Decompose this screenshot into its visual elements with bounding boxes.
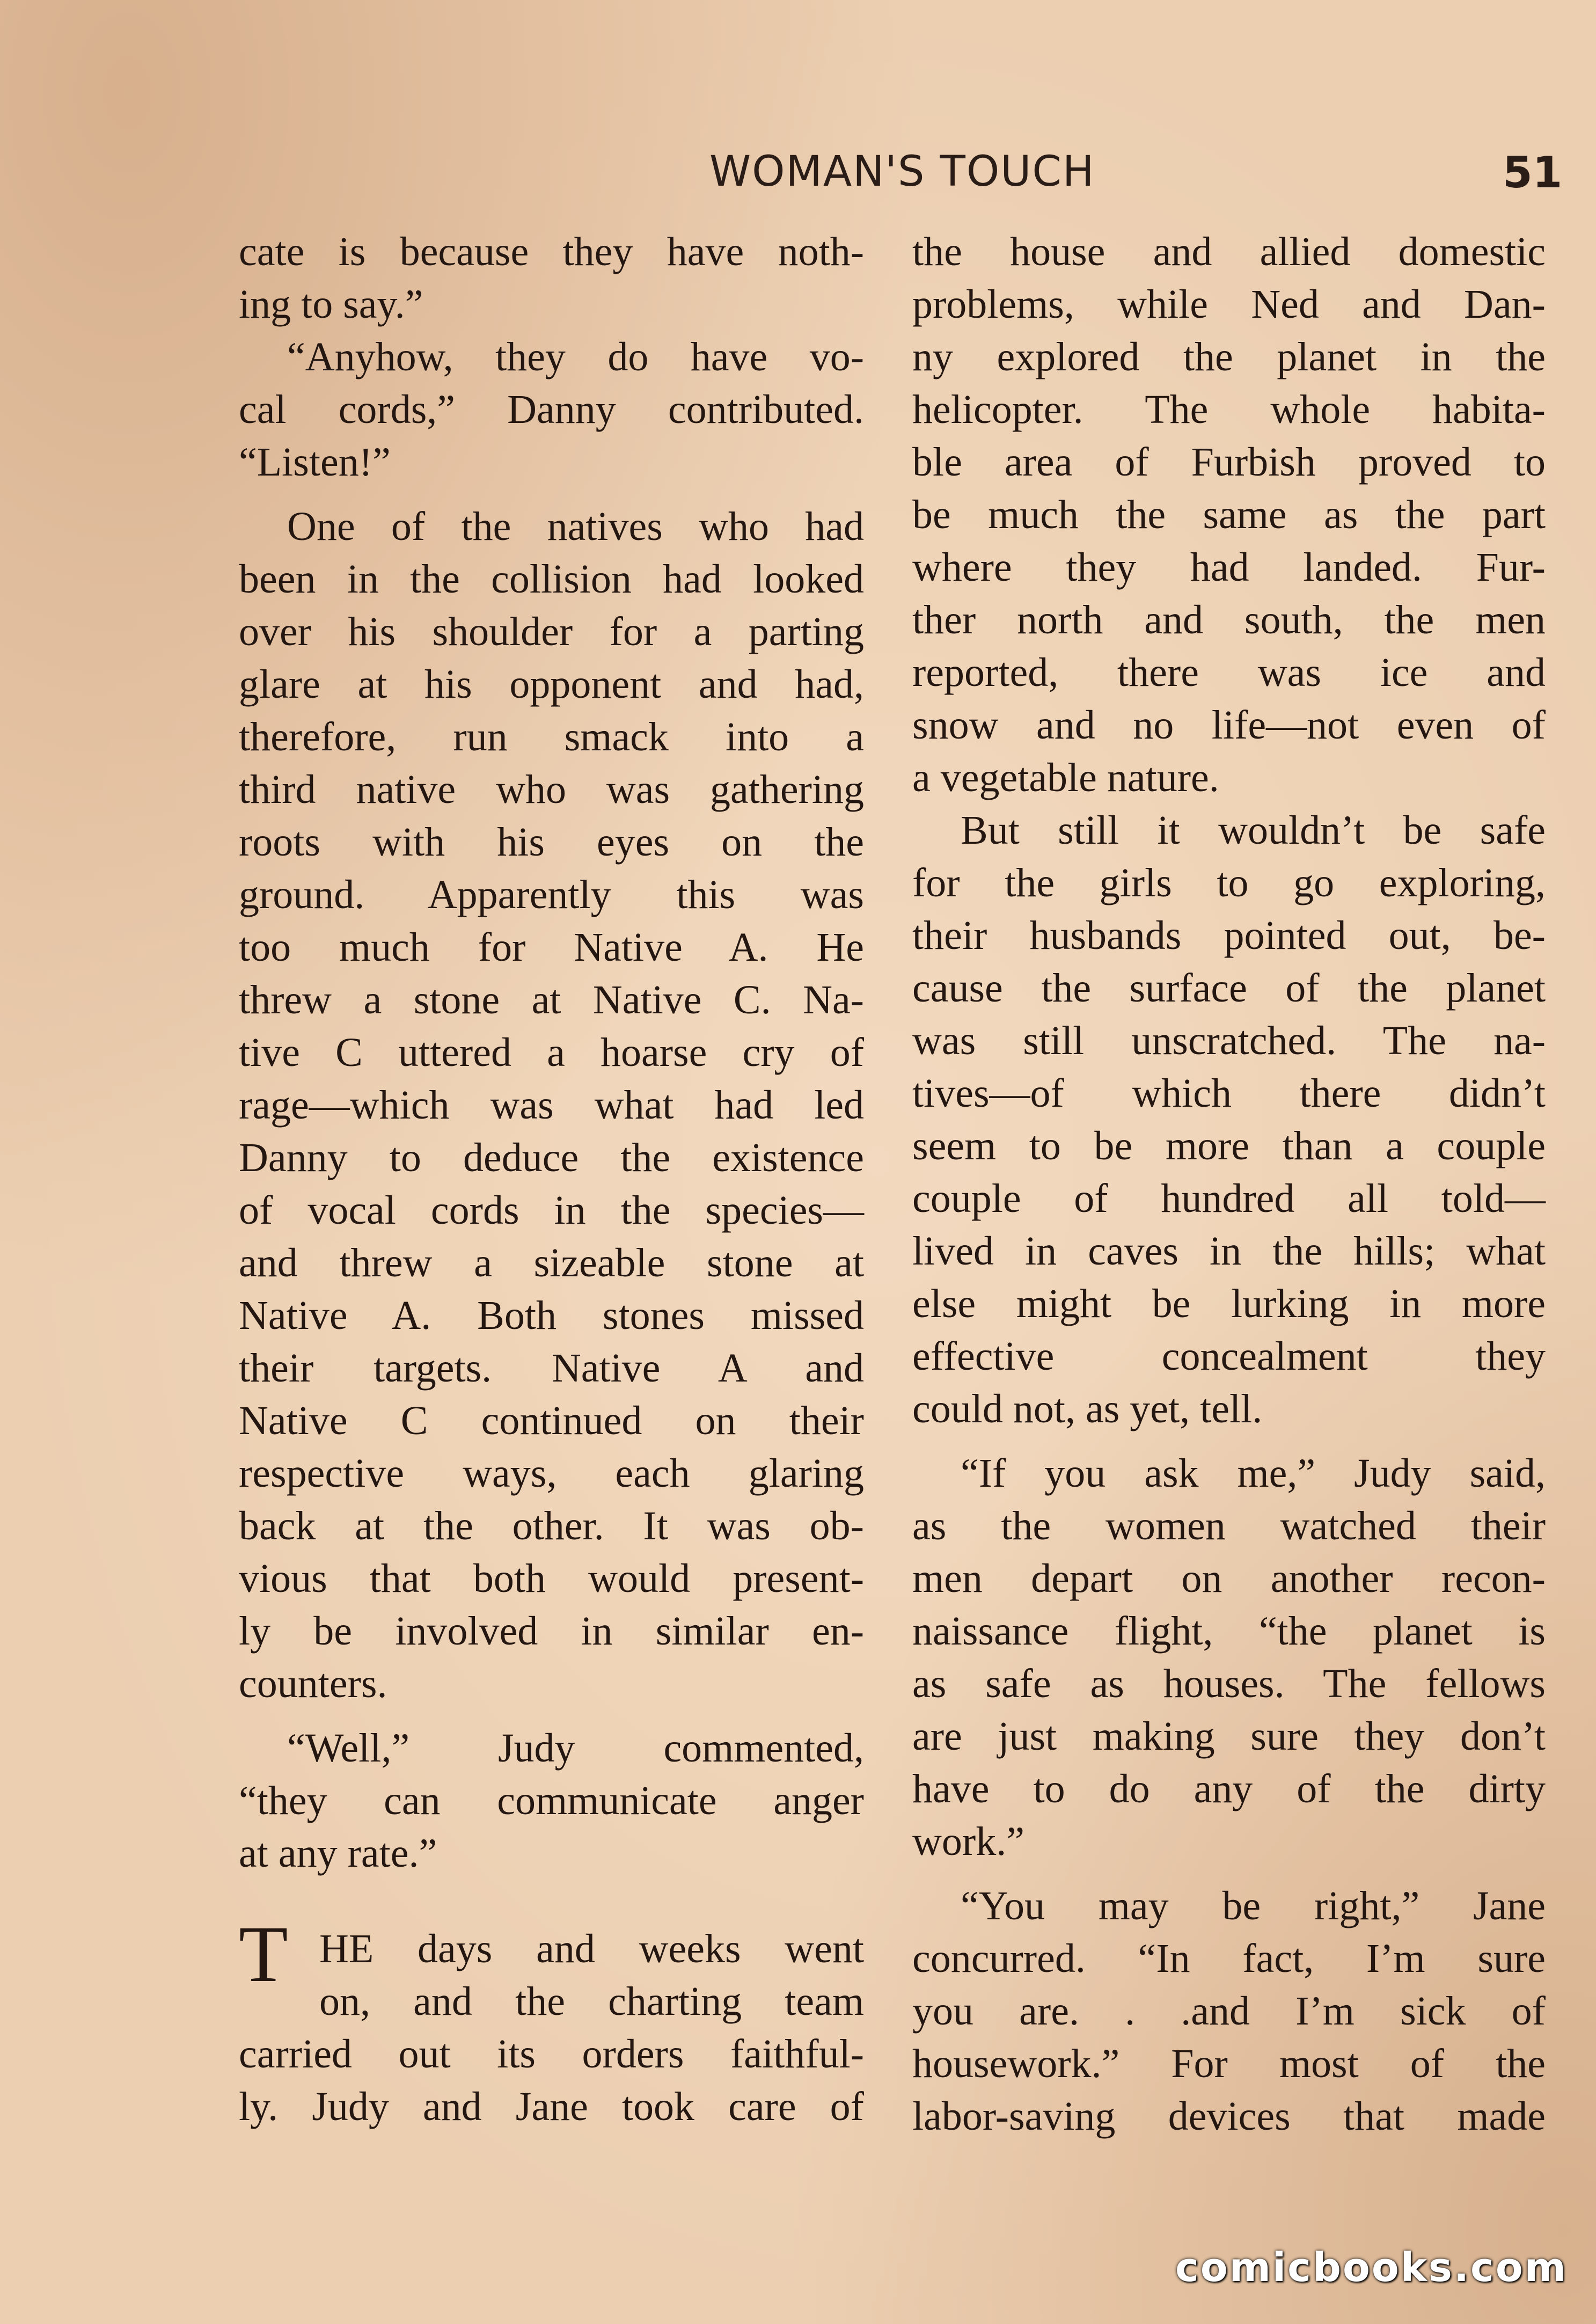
text-line: Danny to deduce the existence (239, 1135, 864, 1180)
text-line-content: HE days and weeks went (319, 1926, 864, 1971)
text-line: back at the other. It was ob- (239, 1503, 864, 1548)
text-line: reported, there was ice and (912, 650, 1546, 695)
text-line (239, 2028, 864, 2080)
text-line: snow and no life—not even of (912, 703, 1546, 748)
text-line: too much for Native A. He (239, 925, 864, 970)
text-line: tives—of which there didn’t (912, 1071, 1546, 1116)
text-line: “Listen!” (239, 440, 391, 485)
text-line: naissance flight, “the planet is (912, 1609, 1546, 1654)
text-line: threw a stone at Native C. Na- (239, 977, 864, 1022)
page-number: 51 (1503, 148, 1563, 198)
text-line: roots with his eyes on the (239, 820, 864, 865)
text-line: have to do any of the dirty (912, 1766, 1546, 1811)
text-line (239, 1910, 864, 1999)
text-line: ny explored the planet in the (912, 334, 1546, 379)
text-line: cate is because they have noth- (239, 229, 864, 274)
text-line: lived in caves in the hills; what (912, 1229, 1546, 1274)
text-line: you are. . .and I’m sick of (912, 1989, 1546, 2034)
text-line: ly be involved in similar en- (239, 1609, 864, 1654)
text-line: seem to be more than a couple (912, 1123, 1546, 1168)
paragraph-gap (912, 1868, 1546, 1880)
text-line: else might be lurking in more (912, 1281, 1546, 1326)
text-line: are just making sure they don’t (912, 1714, 1546, 1759)
text-line: over his shoulder for a parting (239, 609, 864, 654)
text-line: for the girls to go exploring, (912, 860, 1546, 905)
text-line: a vegetable nature. (912, 755, 1219, 800)
text-line: vious that both would present- (239, 1556, 864, 1601)
text-line: problems, while Ned and Dan- (912, 282, 1546, 327)
text-line: ground. Apparently this was (239, 872, 864, 917)
text-line: as the women watched their (912, 1503, 1546, 1548)
text-line: Native C continued on their (239, 1398, 864, 1443)
text-line-content: ly. Judy and Jane took care of (239, 2084, 864, 2129)
text-line: could not, as yet, tell. (912, 1386, 1263, 1431)
text-line: ing to say.” (239, 282, 423, 327)
left-text-column (239, 225, 864, 2133)
text-line: housework.” For most of the (912, 2041, 1546, 2086)
paragraph-gap (239, 488, 864, 500)
text-line: work.” (912, 1819, 1024, 1864)
text-line-content: carried out its orders faithful- (239, 2031, 864, 2077)
text-line: “You may be right,” Jane (961, 1883, 1546, 1928)
paragraph-gap (239, 1880, 864, 1923)
text-line: and threw a sizeable stone at (239, 1240, 864, 1285)
text-line: where they had landed. Fur- (912, 545, 1546, 590)
text-line: counters. (239, 1661, 387, 1706)
text-line: rage—which was what had led (239, 1083, 864, 1128)
text-line: Native A. Both stones missed (239, 1293, 864, 1338)
text-line: be much the same as the part (912, 492, 1546, 537)
text-line: third native who was gathering (239, 767, 864, 812)
text-line: as safe as houses. The fellows (912, 1661, 1546, 1706)
text-line: helicopter. The whole habita- (912, 387, 1546, 432)
text-line: ble area of Furbish proved to (912, 440, 1546, 485)
text-line: couple of hundred all told— (912, 1176, 1546, 1221)
paragraph-gap (912, 1435, 1546, 1447)
text-line: of vocal cords in the species— (239, 1188, 864, 1233)
text-line: labor-saving devices that made (912, 2094, 1546, 2139)
text-line-content: on, and the charting team (319, 1979, 864, 2024)
text-line: “Well,” Judy commented, (287, 1726, 864, 1771)
text-line: glare at his opponent and had, (239, 662, 864, 707)
paragraph-gap (239, 1710, 864, 1722)
text-line: been in the collision had looked (239, 557, 864, 602)
text-line: at any rate.” (239, 1831, 437, 1876)
text-line: cause the surface of the planet (912, 966, 1546, 1011)
right-text-column (912, 225, 1546, 2143)
text-line: “Anyhow, they do have vo- (287, 334, 864, 379)
text-line: the house and allied domestic (912, 229, 1546, 274)
text-line: But still it wouldn’t be safe (961, 808, 1546, 853)
text-line: their targets. Native A and (239, 1346, 864, 1391)
text-line: men depart on another recon- (912, 1556, 1546, 1601)
text-line (239, 1975, 864, 2028)
text-line: their husbands pointed out, be- (912, 913, 1546, 958)
text-line: “they can communicate anger (239, 1778, 864, 1823)
text-line: therefore, run smack into a (239, 714, 864, 759)
text-line (239, 2080, 864, 2133)
text-line: tive C uttered a hoarse cry of (239, 1030, 864, 1075)
watermark: comicbooks.com (1175, 2245, 1568, 2291)
text-line: One of the natives who had (287, 504, 864, 549)
text-line: effective concealment they (912, 1334, 1546, 1379)
text-line: respective ways, each glaring (239, 1451, 864, 1496)
drop-cap: T (239, 1910, 288, 1999)
text-line: ther north and south, the men (912, 597, 1546, 642)
text-line: concurred. “In fact, I’m sure (912, 1936, 1546, 1981)
text-line: “If you ask me,” Judy said, (961, 1451, 1546, 1496)
running-header: WOMAN'S TOUCH (709, 148, 1095, 196)
text-line: cal cords,” Danny contributed. (239, 387, 864, 432)
text-line: was still unscratched. The na- (912, 1018, 1546, 1063)
